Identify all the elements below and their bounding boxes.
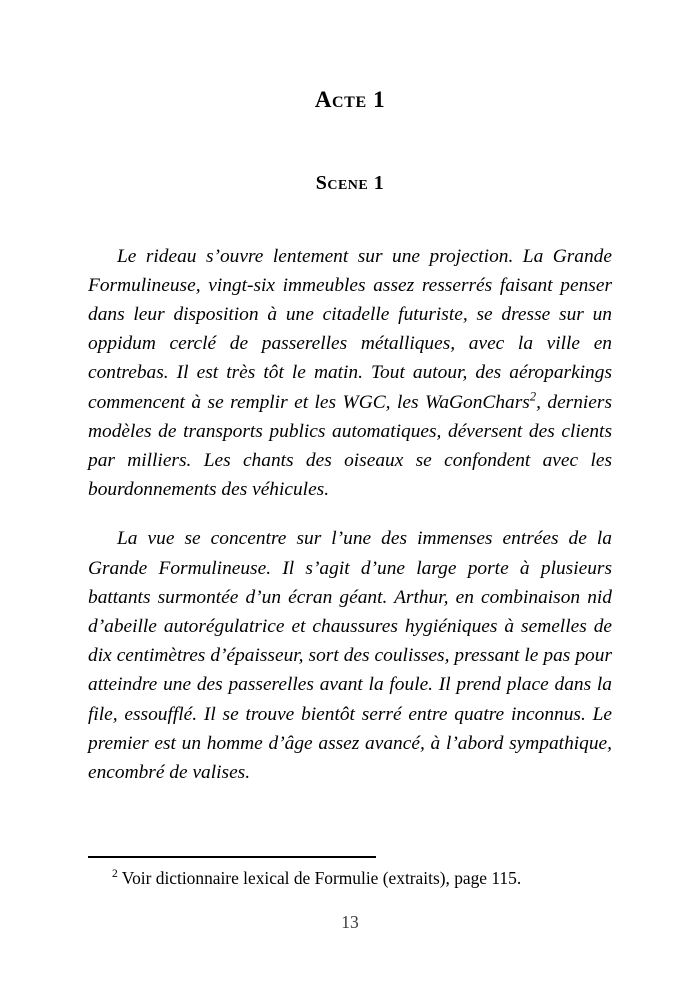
footnote-text: Voir dictionnaire lexical de Formulie (extraits), page 115. bbox=[121, 868, 522, 888]
footnote-separator-rule bbox=[88, 856, 376, 858]
paragraph-2: La vue se concentre sur l’une des immenses entrées de la Grande Formulineuse. Il s’agit d’une large porte à plusieurs battants surmontée d’un écran géant. Arthur, en combinaison nid d’abeille autorégulatrice et chaussures hygiéniques à semelles de dix centimètres d’épaisseur, sort des coulisses, pressant le pas pour atteindre une des passerelles avant la foule. Il prend place dans la file, essoufflé. Il se trouve bientôt serré entre quatre inconnus. Le premier est un homme d’âge assez avancé, à l’abord sympathique, encombré de valises. bbox=[88, 528, 612, 784]
body-paragraphs bbox=[88, 195, 612, 788]
paragraph-1-text-after-note: , derniers modèles de transports publics automatiques, déversent des clients par milliers. Les chants des oiseaux se confondent avec les bourdonnements des véhicules. bbox=[88, 391, 613, 501]
paragraph-1 bbox=[88, 242, 612, 505]
page-number: 13 bbox=[341, 912, 359, 932]
paragraph-1-text-before-note: Le rideau s’ouvre lentement sur une projection. La Grande Formulineuse, vingt-six immeubles assez resserrés faisant penser dans leur disposition à une citadelle futuriste, se dresse sur un oppidum cerclé de passerelles métalliques, avec la ville en contrebas. Il est très tôt le matin. Tout autour, des aéroparkings commencent à se remplir et les WGC, les WaGonChars bbox=[88, 245, 612, 413]
footnote-reference-marker[interactable]: 2 bbox=[529, 389, 537, 404]
footnote-entry bbox=[88, 867, 612, 889]
scene-heading: Scene 1 bbox=[315, 171, 385, 194]
act-heading: Acte 1 bbox=[314, 87, 386, 112]
footnote-area bbox=[88, 856, 612, 889]
footnote-number: 2 bbox=[112, 868, 118, 881]
page-text-block bbox=[88, 0, 612, 787]
